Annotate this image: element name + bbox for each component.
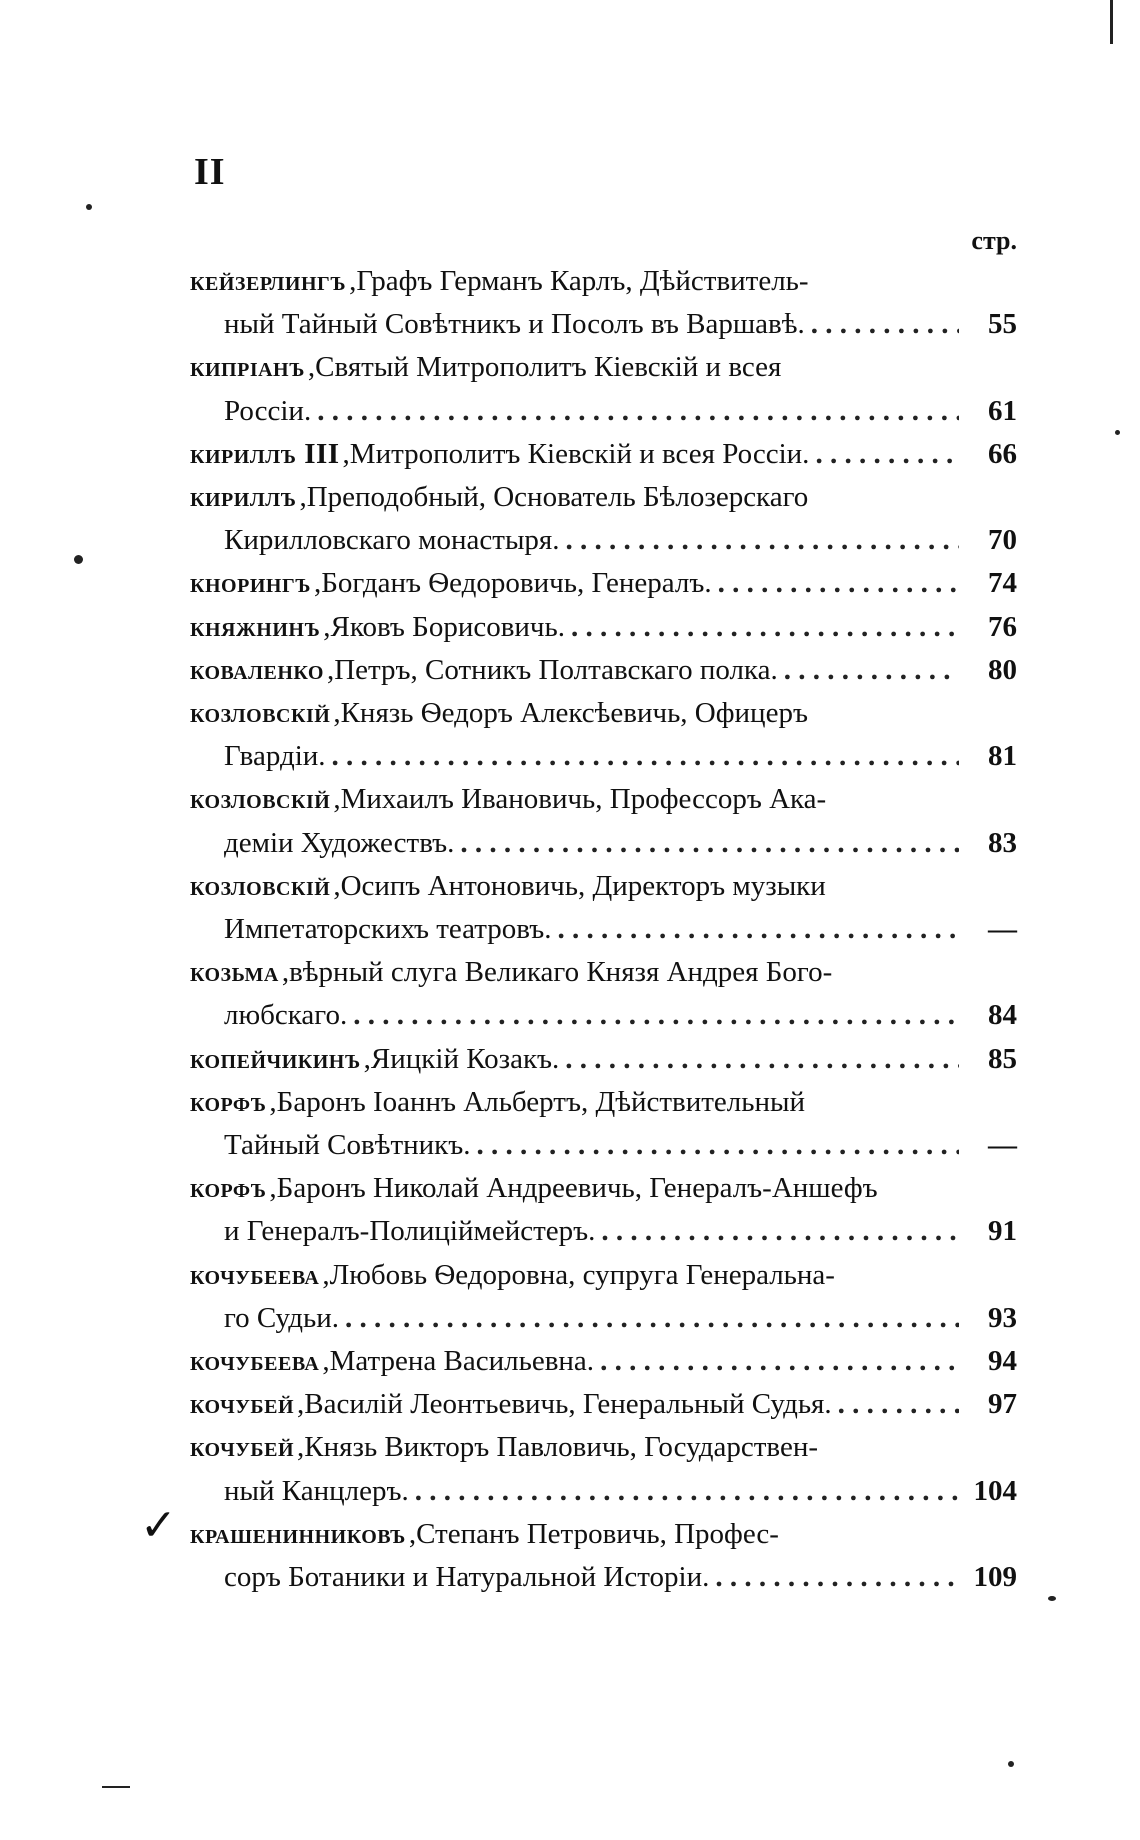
toc-entry: козловскій , Михаилъ Ивановичь, Профессоръ Ака- деміи Художествъ. . . . 83: [190, 778, 1017, 864]
entry-description-continued: ный Канцлеръ.: [224, 1474, 409, 1507]
entry-page-number: 81: [988, 740, 1017, 773]
page-column-header: стр.: [971, 226, 1017, 255]
entry-description: Митрополитъ Кіевскій и всея Россіи.: [349, 437, 810, 470]
scan-speck: [1008, 1761, 1014, 1767]
dot-leader: [718, 562, 959, 605]
entry-description-continued: Россіи.: [224, 394, 312, 427]
entry-name: княжнинъ: [190, 610, 321, 643]
entry-description: Святый Митрополитъ Кіевскій и всея: [315, 351, 782, 384]
toc-entry: корфъ , Баронъ Николай Андреевичь, Генералъ-Аншефъ и Генералъ-Полицiймейстеръ. . . . 91: [190, 1167, 1017, 1253]
entry-name: коваленко: [190, 653, 324, 686]
entry-page-number: 94: [988, 1345, 1017, 1378]
entry-page-number: 97: [988, 1388, 1017, 1421]
entry-page-number: 93: [988, 1301, 1017, 1334]
toc-entry: козловскій , Князь Ѳедоръ Алексѣевичь, Офицеръ Гвардіи. . . . 81: [190, 692, 1017, 778]
entry-page-number: 91: [988, 1215, 1017, 1248]
dot-leader: [477, 1124, 960, 1167]
entry-description-continued: соръ Ботаники и Натуральной Исторіи.: [224, 1561, 710, 1594]
entry-description: Яковъ Борисовичь.: [330, 610, 565, 643]
entry-description: Князь Ѳедоръ Алексѣевичь, Офицеръ: [340, 697, 808, 730]
dot-leader: [715, 1556, 959, 1599]
entry-name: кочубей: [190, 1388, 295, 1421]
handwritten-check-mark: ✓: [140, 1501, 177, 1550]
entry-name: кириллъ III: [190, 437, 340, 470]
toc-entry: кочубеева , Матрена Васильевна. . . . 94: [190, 1340, 1017, 1383]
entry-description: вѣрный слуга Великаго Князя Андрея Бого-: [289, 956, 833, 989]
dot-leader: [566, 519, 959, 562]
entry-name: кипріанъ: [190, 351, 305, 384]
dot-leader: [811, 303, 959, 346]
entry-name: козловскій: [190, 697, 331, 730]
entry-description: Баронъ Іоаннъ Альбертъ, Дѣйствительный: [276, 1085, 806, 1118]
entry-name: корфъ: [190, 1085, 267, 1118]
entry-description-continued: деміи Художествъ.: [224, 826, 455, 859]
scan-speck: [74, 555, 83, 564]
dot-leader: [353, 994, 959, 1037]
dot-leader: [345, 1297, 959, 1340]
entry-page-number: —: [988, 913, 1017, 946]
entry-page-number: 76: [988, 610, 1017, 643]
dot-leader: [332, 735, 959, 778]
toc-entry: коваленко , Петръ, Сотникъ Полтавскаго полка. . . . 80: [190, 649, 1017, 692]
entry-page-number: —: [988, 1129, 1017, 1162]
entry-page-number: 83: [988, 826, 1017, 859]
dot-leader: [460, 822, 959, 865]
entry-page-number: 84: [988, 999, 1017, 1032]
toc-entry: корфъ , Баронъ Іоаннъ Альбертъ, Дѣйствительный Тайный Совѣтникъ. . . . —: [190, 1081, 1017, 1167]
scan-speck: [1115, 430, 1120, 435]
entry-description: Осипъ Антоновичь, Директоръ музыки: [340, 869, 826, 902]
toc-entry: кипріанъ , Святый Митрополитъ Кіевскій и всея Россіи. . . . 61: [190, 346, 1017, 432]
toc-entry: крашенинниковъ , Степанъ Петровичь, Профес- соръ Ботаники и Натуральной Исторіи. . . . 109: [190, 1513, 1017, 1599]
entry-page-number: 104: [973, 1474, 1017, 1507]
entry-description-continued: Кирилловскаго монастыря.: [224, 524, 560, 557]
entry-page-number: 55: [988, 308, 1017, 341]
entry-name: кочубеева: [190, 1345, 320, 1378]
entry-description: Михаилъ Ивановичь, Профессоръ Ака-: [340, 783, 827, 816]
toc-entry: кочубей , Василій Леонтьевичь, Генеральный Судья. . . . 97: [190, 1383, 1017, 1426]
entry-name: козьма: [190, 956, 279, 989]
dot-leader: [600, 1340, 959, 1383]
entry-description: Яицкій Козакъ.: [370, 1042, 560, 1075]
scan-speck: [86, 204, 92, 210]
dot-leader: [571, 606, 959, 649]
entry-page-number: 74: [988, 567, 1017, 600]
dot-leader: [784, 649, 959, 692]
entry-description: Любовь Ѳедоровна, супруга Генеральна-: [329, 1258, 835, 1291]
entry-name: козловскій: [190, 783, 331, 816]
entry-name: козловскій: [190, 869, 331, 902]
entry-page-number: 85: [988, 1042, 1017, 1075]
dot-leader: [558, 908, 959, 951]
toc-entry: копейчикинъ , Яицкій Козакъ. . . . 85: [190, 1038, 1017, 1081]
entry-name: кейзерлингъ: [190, 265, 347, 297]
scan-edge-mark: [102, 1786, 130, 1788]
dot-leader: [815, 433, 959, 476]
toc-entry: кириллъ , Преподобный, Основатель Бѣлозерскаго Кирилловскаго монастыря. . . . 70: [190, 476, 1017, 562]
entry-page-number: 80: [988, 653, 1017, 686]
entry-description-continued: и Генералъ-Полицiймейстеръ.: [224, 1215, 596, 1248]
table-of-contents: [190, 260, 1017, 1599]
entry-description-continued: го Судьи.: [224, 1301, 339, 1334]
page-number: II: [194, 151, 226, 193]
toc-entry: кириллъ III , Митрополитъ Кіевскій и всея Россіи. . . . 66: [190, 433, 1017, 476]
entry-description-continued: Гвардіи.: [224, 740, 326, 773]
toc-entry: кочубеева , Любовь Ѳедоровна, супруга Генеральна- го Судьи. . . . 93: [190, 1254, 1017, 1340]
entry-name: корфъ: [190, 1172, 267, 1205]
toc-entry: козьма , вѣрный слуга Великаго Князя Андрея Бого- любскаго. . . . 84: [190, 951, 1017, 1037]
entry-description-continued: любскаго.: [224, 999, 348, 1032]
entry-page-number: 61: [988, 394, 1017, 427]
entry-description-continued: Тайный Совѣтникъ.: [224, 1129, 471, 1162]
dot-leader: [838, 1383, 959, 1426]
entry-description: Преподобный, Основатель Бѣлозерскаго: [306, 481, 809, 514]
entry-name: кириллъ: [190, 481, 297, 514]
entry-description: Баронъ Николай Андреевичь, Генералъ-Аншефъ: [276, 1172, 878, 1205]
entry-description: Василій Леонтьевичь, Генеральный Судья.: [304, 1388, 832, 1421]
entry-name: кочубеева: [190, 1258, 320, 1291]
entry-name: копейчикинъ: [190, 1042, 361, 1075]
entry-description-continued: ный Тайный Совѣтникъ и Посолъ въ Варшавѣ.: [224, 308, 805, 341]
dot-leader: [415, 1470, 959, 1513]
entry-description: Богданъ Ѳедоровичь, Генералъ.: [321, 567, 712, 600]
toc-entry: кочубей , Князь Викторъ Павловичь, Государствен- ный Канцлеръ. . . . 104: [190, 1426, 1017, 1512]
entry-description: Князь Викторъ Павловичь, Государствен-: [304, 1431, 818, 1464]
entry-page-number: 66: [988, 437, 1017, 470]
entry-description: Графъ Германъ Карлъ, Дѣйствитель-: [356, 265, 809, 297]
toc-entry: княжнинъ , Яковъ Борисовичь. . . . 76: [190, 606, 1017, 649]
dot-leader: [317, 390, 959, 433]
toc-entry: козловскій , Осипъ Антоновичь, Директоръ музыки Импетаторскихъ театровъ. . . . —: [190, 865, 1017, 951]
scan-speck: [1048, 1596, 1056, 1601]
entry-description-continued: Импетаторскихъ театровъ.: [224, 913, 552, 946]
dot-leader: [601, 1210, 959, 1253]
entry-description: Степанъ Петровичь, Профес-: [416, 1517, 779, 1550]
dot-leader: [565, 1038, 959, 1081]
entry-name: крашенинниковъ: [190, 1517, 406, 1550]
entry-description: Петръ, Сотникъ Полтавскаго полка.: [334, 653, 778, 686]
entry-page-number: 109: [973, 1561, 1017, 1594]
scan-edge-mark: [1110, 0, 1113, 44]
entry-name: кочубей: [190, 1431, 295, 1464]
entry-description: Матрена Васильевна.: [329, 1345, 595, 1378]
toc-entry: кейзерлингъ , Графъ Германъ Карлъ, Дѣйствитель- ный Тайный Совѣтникъ и Посолъ въ Варшавѣ. . . . 55: [190, 260, 1017, 346]
toc-entry: кнорингъ , Богданъ Ѳедоровичь, Генералъ. . . . 74: [190, 562, 1017, 605]
entry-name: кнорингъ: [190, 567, 311, 600]
entry-page-number: 70: [988, 524, 1017, 557]
